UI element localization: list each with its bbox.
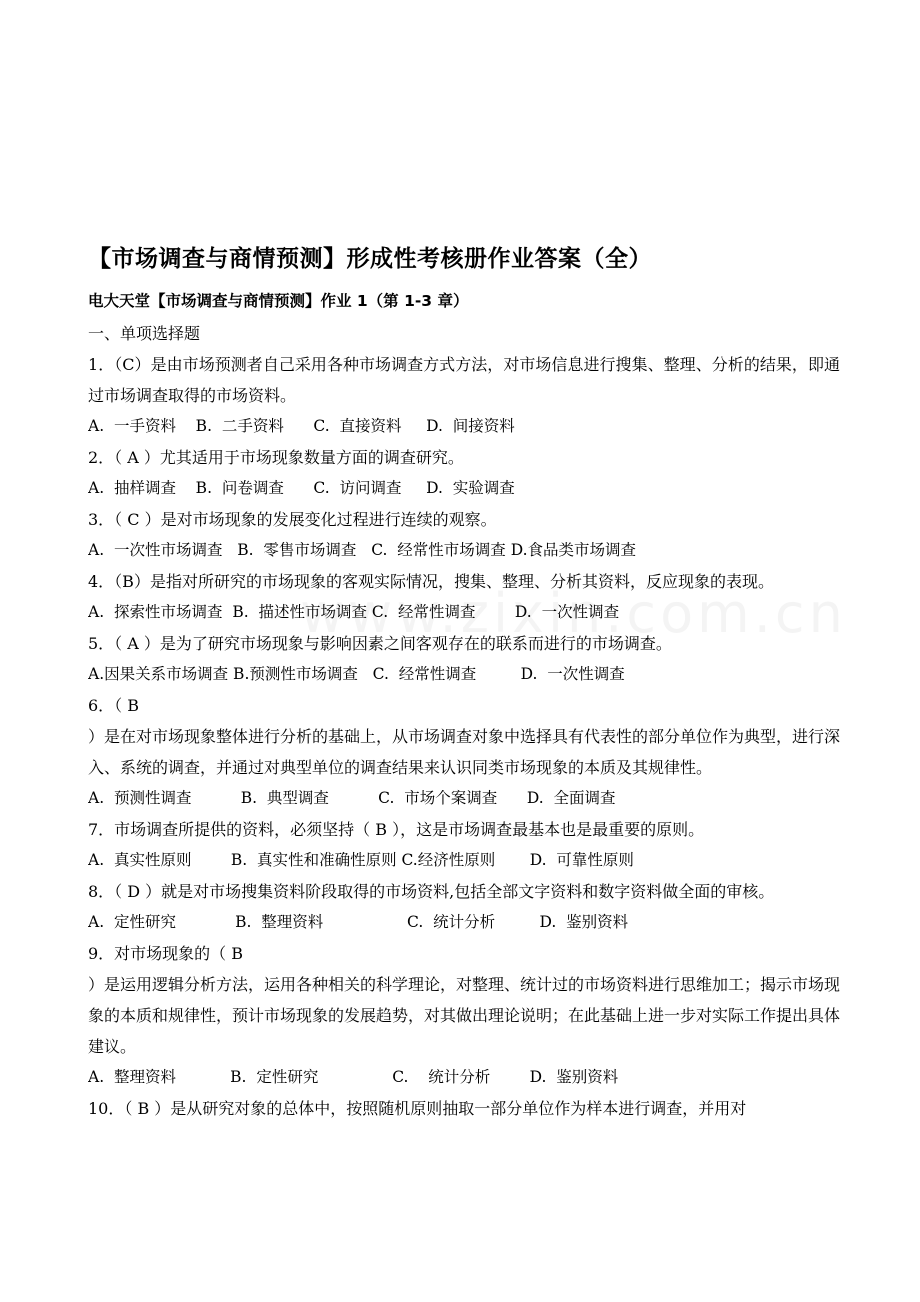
question-text: ）是在对市场现象整体进行分析的基础上，从市场调查对象中选择具有代表性的部分单位作为典型，进行深入、系统的调查，并通过对典型单位的调查结果来认识同类市场现象的本质及其规律性。 <box>88 727 841 777</box>
question-options: A. 探索性市场调查 B. 描述性市场调查 C. 经常性调查 D. 一次性调查 <box>88 603 620 621</box>
document-page <box>88 244 840 1124</box>
question-text: 8．（ D ）就是对市场搜集资料阶段取得的市场资料,包括全部文字资料和数字资料做全面的审核。 <box>88 882 775 901</box>
question-text: 3．（ C ）是对市场现象的发展变化过程进行连续的观察。 <box>88 510 497 529</box>
question-item <box>88 442 840 504</box>
question-options: A.因果关系市场调查 B.预测性市场调查 C. 经常性调查 D. 一次性调查 <box>88 665 625 683</box>
question-item <box>88 876 840 938</box>
question-text: 1．（C）是由市场预测者自己采用各种市场调查方式方法，对市场信息进行搜集、整理、分析的结果，即通过市场调查取得的市场资料。 <box>88 355 840 405</box>
question-item <box>88 814 840 876</box>
question-text: 2．（ A ）尤其适用于市场现象数量方面的调查研究。 <box>88 448 464 467</box>
question-text: 10．（ B ）是从研究对象的总体中，按照随机原则抽取一部分单位作为样本进行调查，并用对 <box>88 1099 747 1118</box>
question-text: 7．市场调查所提供的资料，必须坚持（ B ），这是市场调查最基本也是最重要的原则。 <box>88 820 705 839</box>
question-text: 4．（B）是指对所研究的市场现象的客观实际情况，搜集、整理、分析其资料，反应现象的表现。 <box>88 572 774 591</box>
document-title: 【市场调查与商情预测】形成性考核册作业答案（全） <box>88 246 652 272</box>
question-text: 5．（ A ）是为了研究市场现象与影响因素之间客观存在的联系而进行的市场调查。 <box>88 634 672 653</box>
question-options: A. 抽样调查 B. 问卷调查 C. 访问调查 D. 实验调查 <box>88 479 515 497</box>
assignment-subtitle: 电大天堂【市场调查与商情预测】作业 1（第 1-3 章） <box>88 292 469 310</box>
question-options: A. 一次性市场调查 B. 零售市场调查 C. 经常性市场调查 D.食品类市场调查 <box>88 541 637 559</box>
question-options: A. 整理资料 B. 定性研究 C. 统计分析 D. 鉴别资料 <box>88 1068 619 1086</box>
question-item <box>88 690 840 814</box>
question-text: 9．对市场现象的（ B <box>88 944 244 963</box>
question-list <box>88 349 840 1124</box>
question-options: A. 真实性原则 B. 真实性和准确性原则 C.经济性原则 D. 可靠性原则 <box>88 851 634 869</box>
question-item <box>88 349 840 442</box>
question-text: 6．（ B <box>88 696 140 715</box>
question-text: ）是运用逻辑分析方法，运用各种相关的科学理论，对整理、统计过的市场资料进行思维加工；揭示市场现象的本质和规律性，预计市场现象的发展趋势，对其做出理论说明；在此基础上进一步对实际工作提出具体建议。 <box>88 975 841 1056</box>
question-options: A. 一手资料 B. 二手资料 C. 直接资料 D. 间接资料 <box>88 417 515 435</box>
question-item <box>88 566 840 628</box>
section-heading: 一、单项选择题 <box>88 324 201 343</box>
question-item <box>88 628 840 690</box>
question-options: A. 定性研究 B. 整理资料 C. 统计分析 D. 鉴别资料 <box>88 913 629 931</box>
question-item <box>88 1093 840 1124</box>
question-item <box>88 938 840 1093</box>
question-item <box>88 504 840 566</box>
question-options: A. 预测性调查 B. 典型调查 C. 市场个案调查 D. 全面调查 <box>88 789 616 807</box>
